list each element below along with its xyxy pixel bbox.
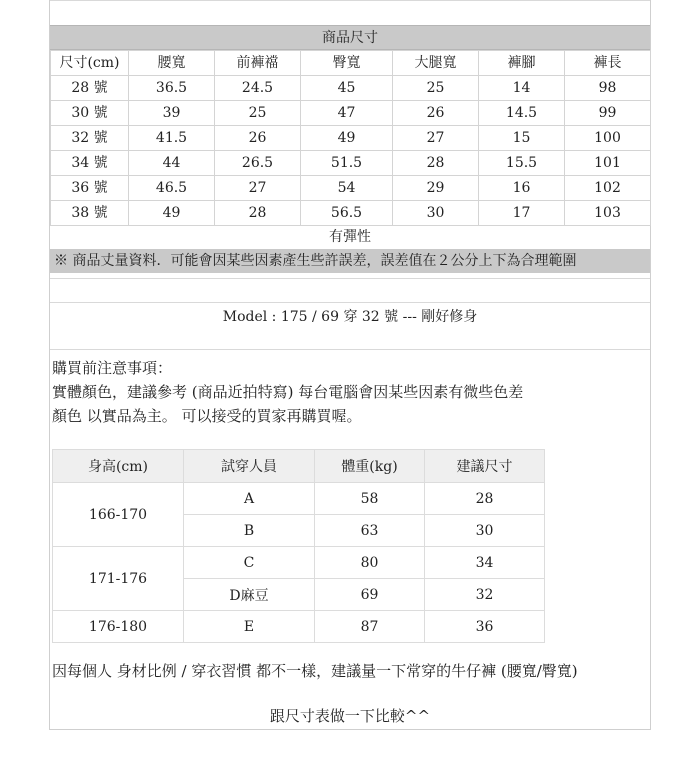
size-cell: 39 [129, 101, 215, 126]
size-table-row [51, 76, 651, 101]
notice-line: 實體顏色，建議參考 (商品近拍特寫) 每台電腦會因某些因素有微些色差 [52, 383, 524, 401]
weight-cell: 87 [315, 611, 425, 643]
fit-header-cell: 體重(kg) [315, 450, 425, 483]
size-cell: 28 號 [51, 76, 129, 101]
height-range-cell: 176-180 [53, 611, 184, 643]
size-cell: 15.5 [479, 151, 565, 176]
fit-header-cell: 建議尺寸 [425, 450, 545, 483]
size-cell: 27 [393, 126, 479, 151]
tester-cell: B [184, 515, 315, 547]
tester-cell: C [184, 547, 315, 579]
fit-header-cell: 身高(cm) [53, 450, 184, 483]
size-cell: 24.5 [215, 76, 301, 101]
size-cell: 41.5 [129, 126, 215, 151]
size-header-cell: 臀寬 [301, 51, 393, 76]
size-cell: 103 [565, 201, 651, 226]
size-cell: 98 [565, 76, 651, 101]
size-cell: 49 [129, 201, 215, 226]
tester-cell: A [184, 483, 315, 515]
size-table-title: 商品尺寸 [50, 25, 650, 50]
size-cell: 102 [565, 176, 651, 201]
weight-cell: 69 [315, 579, 425, 611]
size-cell: 56.5 [301, 201, 393, 226]
fit-table-header-row [53, 450, 545, 483]
suggested-size-cell: 30 [425, 515, 545, 547]
weight-cell: 63 [315, 515, 425, 547]
weight-cell: 80 [315, 547, 425, 579]
size-table-row [51, 201, 651, 226]
fit-table-row [53, 611, 545, 643]
fit-header-cell: 試穿人員 [184, 450, 315, 483]
notice-title: 購買前注意事項： [52, 359, 173, 377]
size-cell: 26 [393, 101, 479, 126]
size-cell: 49 [301, 126, 393, 151]
size-header-cell: 大腿寬 [393, 51, 479, 76]
size-cell: 32 號 [51, 126, 129, 151]
model-info: Model : 175 / 69 穿 32 號 --- 剛好修身 [50, 302, 650, 350]
size-cell: 26.5 [215, 151, 301, 176]
size-cell: 27 [215, 176, 301, 201]
fit-table-row [53, 547, 545, 579]
size-header-cell: 前褲襠 [215, 51, 301, 76]
suggested-size-cell: 28 [425, 483, 545, 515]
size-cell: 14.5 [479, 101, 565, 126]
size-table-row [51, 151, 651, 176]
size-cell: 29 [393, 176, 479, 201]
size-cell: 45 [301, 76, 393, 101]
size-header-cell: 腰寬 [129, 51, 215, 76]
size-table-header-row [51, 51, 651, 76]
suggested-size-cell: 36 [425, 611, 545, 643]
size-cell: 36.5 [129, 76, 215, 101]
size-header-cell: 褲長 [565, 51, 651, 76]
size-header-cell: 尺寸(cm) [51, 51, 129, 76]
tester-cell: E [184, 611, 315, 643]
notice-line: 顏色 以實品為主。 可以接受的買家再購買喔。 [52, 407, 362, 425]
size-cell: 28 [393, 151, 479, 176]
size-cell: 46.5 [129, 176, 215, 201]
size-cell: 30 [393, 201, 479, 226]
suggested-size-cell: 32 [425, 579, 545, 611]
suggested-size-cell: 34 [425, 547, 545, 579]
footer-compare: 跟尺寸表做一下比較^^ [269, 707, 431, 725]
weight-cell: 58 [315, 483, 425, 515]
size-cell: 15 [479, 126, 565, 151]
size-cell: 25 [393, 76, 479, 101]
size-cell: 54 [301, 176, 393, 201]
size-cell: 51.5 [301, 151, 393, 176]
tester-cell: D麻豆 [184, 579, 315, 611]
size-cell: 99 [565, 101, 651, 126]
size-cell: 26 [215, 126, 301, 151]
size-cell: 30 號 [51, 101, 129, 126]
size-cell: 36 號 [51, 176, 129, 201]
measurement-note: ※ 商品丈量資料．可能會因某些因素產生些許誤差，誤差值在２公分上下為合理範圍 [50, 249, 650, 273]
size-cell: 28 [215, 201, 301, 226]
fit-table [52, 449, 545, 643]
size-cell: 38 號 [51, 201, 129, 226]
top-divider [50, 0, 650, 1]
size-table-row [51, 176, 651, 201]
size-cell: 17 [479, 201, 565, 226]
size-table-row [51, 126, 651, 151]
purchase-notice [52, 356, 647, 428]
footer-advice: 因每個人 身材比例 / 穿衣習慣 都不一樣，建議量一下常穿的牛仔褲 (腰寬/臀寬) [52, 662, 578, 680]
size-header-cell: 褲腳 [479, 51, 565, 76]
size-cell: 100 [565, 126, 651, 151]
size-cell: 101 [565, 151, 651, 176]
height-range-cell: 166-170 [53, 483, 184, 547]
stretch-label: 有彈性 [329, 229, 371, 245]
size-cell: 14 [479, 76, 565, 101]
size-cell: 44 [129, 151, 215, 176]
fit-table-row [53, 483, 545, 515]
section-divider [50, 278, 650, 279]
size-cell: 47 [301, 101, 393, 126]
size-cell: 16 [479, 176, 565, 201]
size-cell: 25 [215, 101, 301, 126]
size-table-row [51, 101, 651, 126]
size-cell: 34 號 [51, 151, 129, 176]
height-range-cell: 171-176 [53, 547, 184, 611]
size-table [50, 50, 651, 226]
